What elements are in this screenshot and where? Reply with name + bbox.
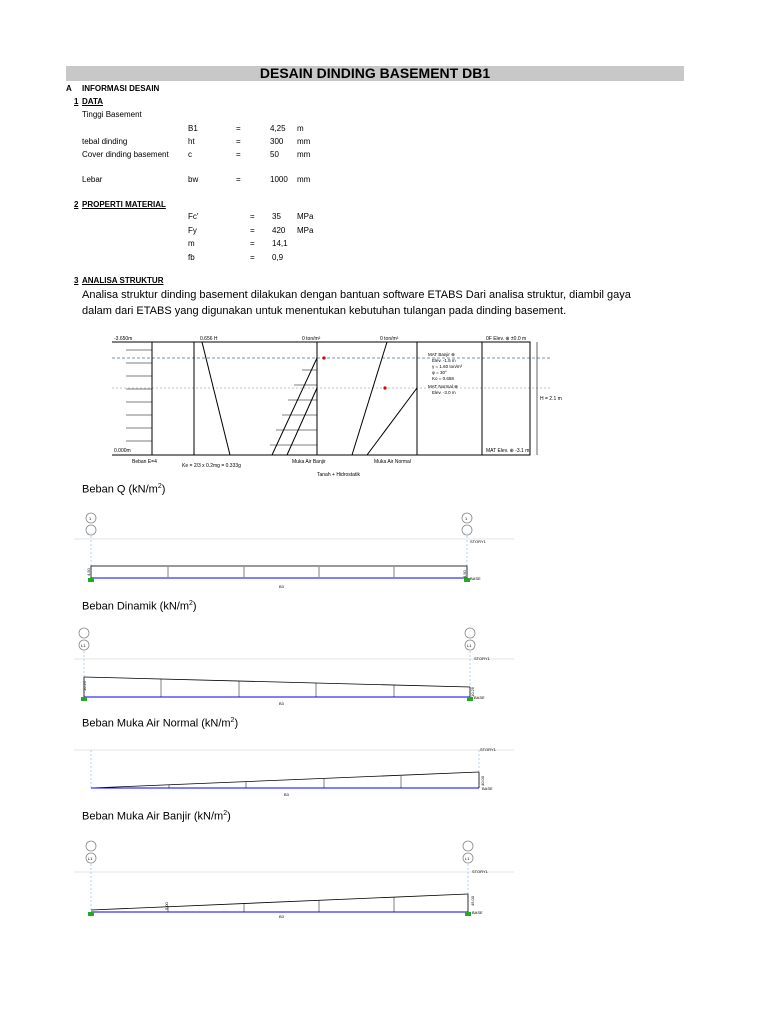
sub1-heading: DATA (82, 97, 104, 106)
diagram-mat-note: Elev. -3.0 m (432, 390, 456, 395)
load-value: 10.25 (470, 686, 475, 697)
diagram-mat-note: MAT Normal ⊕ (428, 384, 458, 389)
material-eq: = (250, 239, 255, 248)
data-label: Tinggi Basement (82, 110, 142, 119)
data-unit: m (297, 124, 304, 133)
data-eq: = (236, 150, 241, 159)
grid-label: 1 (465, 516, 468, 521)
data-unit: mm (297, 175, 311, 184)
pressure-diagram (112, 330, 562, 478)
beam-label: B3 (279, 584, 284, 589)
page-title: DESAIN DINDING BASEMENT DB1 (66, 66, 684, 81)
load-value: 4.50 (86, 568, 91, 576)
load-value: 5.00 (164, 902, 169, 910)
material-symbol: Fy (188, 226, 197, 235)
material-value: 14,1 (272, 239, 288, 248)
base-label: BASE (474, 695, 485, 700)
diagram-beban-eq: Beban E=4 (132, 459, 157, 465)
diagram-normal: Muka Air Normal (374, 459, 411, 465)
base-label: BASE (472, 910, 483, 915)
material-eq: = (250, 226, 255, 235)
material-value: 0,9 (272, 253, 284, 262)
sub2-num: 2 (74, 200, 79, 209)
data-eq: = (236, 175, 241, 184)
data-value: 50 (270, 150, 279, 159)
sub3-num: 3 (74, 276, 79, 285)
material-value: 420 (272, 226, 286, 235)
material-value: 35 (272, 212, 281, 221)
diagram-ke-label: Ke = 2/3 x 0.2mg = 0.333g (182, 463, 241, 469)
base-label: BASE (482, 786, 493, 791)
data-eq: = (236, 124, 241, 133)
data-symbol: bw (188, 175, 199, 184)
caption-beban-dinamik: Beban Dinamik $(kN/m^2)$ (82, 600, 197, 613)
story-label: STORY1 (480, 747, 496, 752)
beam-label: B3 (284, 792, 289, 797)
beam-diagram-normal (74, 742, 514, 800)
diagram-mat-top: 0F Elev. ⊕ ±0.0 m (486, 336, 527, 342)
diagram-ko: Ko = 0.658 (432, 376, 454, 381)
material-unit: MPa (297, 212, 314, 221)
data-value: 1000 (270, 175, 288, 184)
base-label: BASE (470, 576, 481, 581)
grid-label: 1 (89, 516, 92, 521)
section-a-letter: A (66, 84, 72, 93)
beam-diagram-dinamik (74, 625, 514, 710)
data-symbol: ht (188, 137, 195, 146)
load-value: 45.00 (470, 895, 475, 906)
caption-beban-normal: Beban Muka Air Normal $(kN/m^2)$ (82, 717, 239, 730)
diagram-tanah: Tanah + Hidrostatik (317, 472, 360, 478)
story-label: STORY1 (472, 869, 488, 874)
material-symbol: fb (188, 253, 195, 262)
diagram-gamma: γ = 1.60 ton/m³ (432, 364, 463, 369)
data-value: 4,25 (270, 124, 286, 133)
diagram-mat-note: Elev. -1.5 m (432, 358, 456, 363)
data-label: Cover dinding basement (82, 150, 169, 159)
sub2-heading: PROPERTI MATERIAL (82, 200, 166, 209)
diagram-h-label: H = 2.1 m (540, 396, 562, 402)
beam-diagram-q (74, 510, 514, 590)
load-value: 10.25 (82, 680, 87, 691)
analysis-line-2: dalam dari ETABS yang digunakan untuk menentukan kebutuhan tulangan pada dinding basement. (82, 305, 567, 317)
diagram-bot-left: 0.000m (114, 448, 131, 454)
diagram-load-5: 0 ton/m² (380, 336, 399, 342)
material-eq: = (250, 212, 255, 221)
beam-diagram-banjir (74, 838, 514, 920)
diagram-mat-bot: MAT Elev. ⊕ -3.1 m (486, 448, 530, 454)
diagram-phi: φ = 30° (432, 370, 447, 375)
grid-label: L1 (467, 643, 472, 648)
load-value: 4.50 (462, 570, 467, 578)
material-unit: MPa (297, 226, 314, 235)
data-eq: = (236, 137, 241, 146)
sub1-num: 1 (74, 97, 79, 106)
data-unit: mm (297, 137, 311, 146)
grid-label: L1 (88, 856, 93, 861)
grid-label: L1 (81, 643, 86, 648)
section-a-heading: INFORMASI DESAIN (82, 84, 160, 93)
grid-label: L1 (465, 856, 470, 861)
data-label: Lebar (82, 175, 103, 184)
diagram-mat-note: MAT Banjir ⊕ (428, 352, 455, 357)
caption-beban-q: Beban Q $(kN/m^2)$ (82, 483, 166, 496)
story-label: STORY1 (474, 656, 490, 661)
data-symbol: B1 (188, 124, 198, 133)
load-value: 40.00 (480, 775, 485, 786)
diagram-top-left: -3.650m (114, 336, 133, 342)
material-symbol: Fc' (188, 212, 199, 221)
beam-label: B3 (279, 701, 284, 706)
data-symbol: c (188, 150, 192, 159)
caption-beban-banjir: Beban Muka Air Banjir $(kN/m^2)$ (82, 810, 231, 823)
data-unit: mm (297, 150, 311, 159)
sub3-heading: ANALISA STRUKTUR (82, 276, 164, 285)
diagram-load-q: 0 ton/m² (302, 336, 321, 342)
diagram-banjir: Muka Air Banjir (292, 459, 326, 465)
data-value: 300 (270, 137, 284, 146)
material-symbol: m (188, 239, 195, 248)
data-label: tebal dinding (82, 137, 128, 146)
diagram-load-0656: 0.656 H (200, 336, 218, 342)
story-label: STORY1 (470, 539, 486, 544)
material-eq: = (250, 253, 255, 262)
analysis-line-1: Analisa struktur dinding basement dilakukan dengan bantuan software ETABS Dari analisa struktur, diambil gaya (82, 289, 631, 301)
beam-label: B3 (279, 914, 284, 919)
